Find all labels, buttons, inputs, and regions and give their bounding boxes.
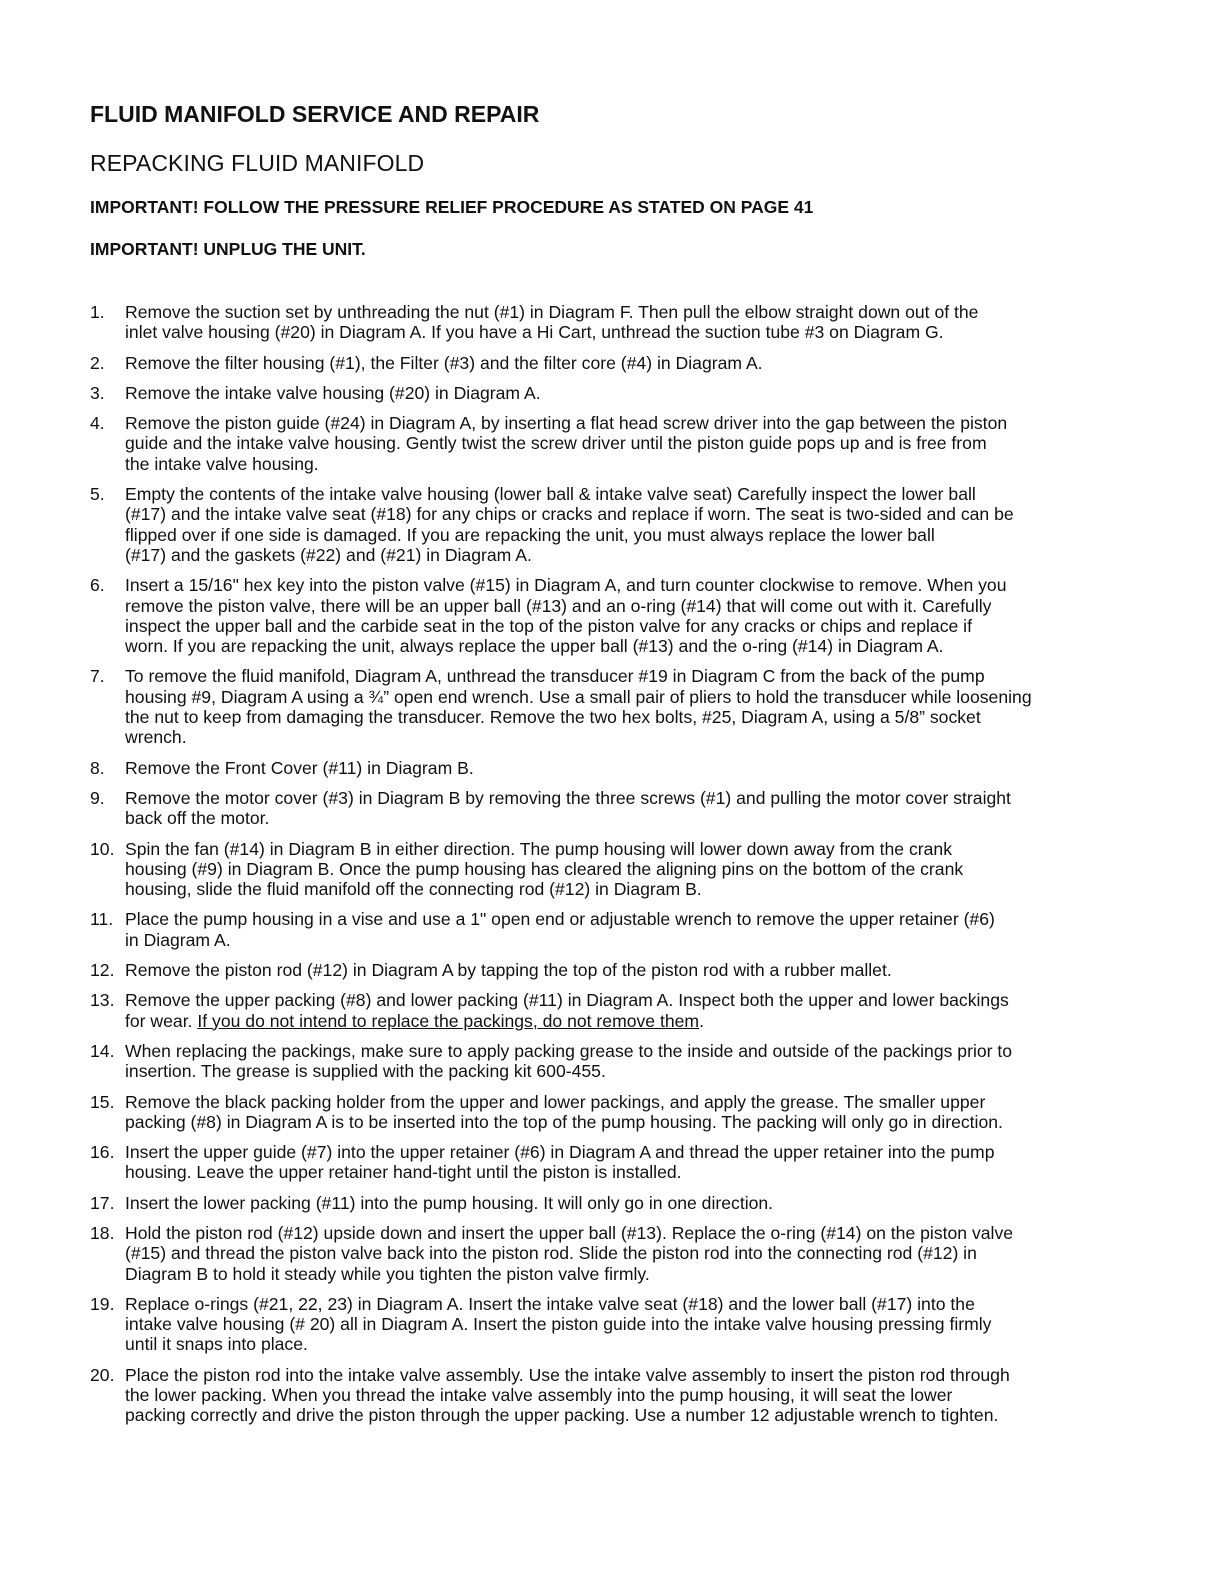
- step-text-line: intake valve housing (# 20) all in Diagram A. Insert the piston guide into the intake valve housing pressing firmly: [125, 1314, 992, 1335]
- step-item: [90, 353, 1150, 373]
- step-text-line: inlet valve housing (#20) in Diagram A. If you have a Hi Cart, unthread the suction tube #3 on Diagram G.: [125, 322, 944, 343]
- step-text-line: (#17) and the gaskets (#22) and (#21) in Diagram A.: [125, 544, 532, 565]
- step-item: [90, 1365, 1150, 1426]
- step-item: [90, 575, 1150, 656]
- step-item: [90, 1193, 1150, 1213]
- step-number: 14.: [90, 1040, 115, 1061]
- step-text-line: housing. Leave the upper retainer hand-tight until the piston is installed.: [125, 1162, 682, 1183]
- step-text-line: housing, slide the fluid manifold off the connecting rod (#12) in Diagram B.: [125, 879, 702, 900]
- step-number: 8.: [90, 757, 105, 778]
- step-text-line: Insert a 15/16" hex key into the piston valve (#15) in Diagram A, and turn counter clockwise to remove. When you: [125, 575, 1007, 596]
- step-text-line: guide and the intake valve housing. Gently twist the screw driver until the piston guide pops up and is free from: [125, 433, 987, 454]
- step-item: [90, 666, 1150, 747]
- step-text-line: Remove the suction set by unthreading the nut (#1) in Diagram F. Then pull the elbow straight down out of the: [125, 302, 979, 322]
- step-item: [90, 990, 1150, 1031]
- step-text-line: worn. If you are repacking the unit, always replace the upper ball (#13) and the o-ring (#14) in Diagram A.: [125, 636, 944, 657]
- step-number: 18.: [90, 1222, 115, 1243]
- step-text-line: inspect the upper ball and the carbide seat in the top of the piston valve for any cracks or chips and replace if: [125, 615, 972, 636]
- page-title: FLUID MANIFOLD SERVICE AND REPAIR: [90, 101, 540, 127]
- step-number: 12.: [90, 960, 115, 981]
- step-item: [90, 1142, 1150, 1183]
- step-item: [90, 758, 1150, 778]
- step-text-line: the intake valve housing.: [125, 453, 319, 474]
- step-text-line: Remove the Front Cover (#11) in Diagram B.: [125, 757, 474, 778]
- step-number: 7.: [90, 666, 105, 687]
- step-number: 15.: [90, 1091, 115, 1112]
- repair-steps-list: [90, 302, 1150, 1426]
- step-text-line: insertion. The grease is supplied with the packing kit 600-455.: [125, 1061, 606, 1082]
- step-item: [90, 788, 1150, 829]
- step-text-line: Remove the piston guide (#24) in Diagram A, by inserting a flat head screw driver into the gap between the piston: [125, 413, 1008, 434]
- step-number: 16.: [90, 1142, 115, 1163]
- step-number: 20.: [90, 1364, 115, 1385]
- underlined-warning-text: If you do not intend to replace the packings, do not remove them: [197, 1010, 700, 1031]
- step-item: [90, 960, 1150, 980]
- step-number: 3.: [90, 382, 105, 403]
- step-item: [90, 302, 1150, 343]
- step-number: 11.: [90, 909, 114, 930]
- step-text-line: Spin the fan (#14) in Diagram B in either direction. The pump housing will lower down away from the crank: [125, 838, 952, 859]
- step-item: [90, 1294, 1150, 1355]
- step-number: 10.: [90, 838, 115, 859]
- step-item: [90, 1092, 1150, 1133]
- step-number: 4.: [90, 413, 105, 434]
- step-number: 5.: [90, 484, 105, 505]
- step-text-fragment: .: [699, 1010, 704, 1031]
- step-text-line: Empty the contents of the intake valve housing (lower ball & intake valve seat) Carefully inspect the lower ball: [125, 484, 976, 505]
- step-item: [90, 1041, 1150, 1082]
- step-text-line: Diagram B to hold it steady while you tighten the piston valve firmly.: [125, 1263, 650, 1284]
- step-text-line: Remove the filter housing (#1), the Filter (#3) and the filter core (#4) in Diagram A.: [125, 352, 763, 373]
- section-subtitle: REPACKING FLUID MANIFOLD: [90, 150, 425, 176]
- step-number: 1.: [90, 302, 105, 322]
- step-text-line: Insert the upper guide (#7) into the upper retainer (#6) in Diagram A and thread the upper retainer into the pump: [125, 1142, 995, 1163]
- step-text-line: Insert the lower packing (#11) into the pump housing. It will only go in one direction.: [125, 1192, 774, 1213]
- step-text-line: the lower packing. When you thread the intake valve assembly into the pump housing, it will seat the lower: [125, 1385, 953, 1406]
- step-text-line: [125, 1011, 1150, 1031]
- step-text-line: Remove the black packing holder from the upper and lower packings, and apply the grease. The smaller upper: [125, 1091, 986, 1112]
- step-number: 13.: [90, 990, 115, 1011]
- step-text-line: Place the piston rod into the intake valve assembly. Use the intake valve assembly to insert the piston rod through: [125, 1364, 1010, 1385]
- important-notice-pressure-relief: IMPORTANT! FOLLOW THE PRESSURE RELIEF PROCEDURE AS STATED ON PAGE 41: [90, 197, 814, 217]
- step-text-line: the nut to keep from damaging the transducer. Remove the two hex bolts, #25, Diagram A, using a 5/8” socket: [125, 707, 981, 728]
- step-text-line: remove the piston valve, there will be an upper ball (#13) and an o-ring (#14) that will come out with it. Carefully: [125, 595, 992, 616]
- step-item: [90, 1223, 1150, 1284]
- step-item: [90, 909, 1150, 950]
- step-text-line: Hold the piston rod (#12) upside down and insert the upper ball (#13). Replace the o-ring (#14) on the piston valve: [125, 1222, 1014, 1243]
- step-item: [90, 484, 1150, 565]
- step-number: 9.: [90, 787, 105, 808]
- step-text-line: Remove the motor cover (#3) in Diagram B by removing the three screws (#1) and pulling the motor cover straight: [125, 787, 1011, 808]
- step-item: [90, 413, 1150, 474]
- step-text-line: Place the pump housing in a vise and use a 1" open end or adjustable wrench to remove the upper retainer (#6): [125, 909, 995, 930]
- step-text-line: packing correctly and drive the piston through the upper packing. Use a number 12 adjustable wrench to tighten.: [125, 1405, 999, 1426]
- document-page: [90, 100, 1150, 1436]
- step-text-line: Remove the piston rod (#12) in Diagram A by tapping the top of the piston rod with a rubber mallet.: [125, 960, 892, 981]
- step-text-line: until it snaps into place.: [125, 1334, 308, 1355]
- step-text-line: in Diagram A.: [125, 929, 231, 950]
- step-text-line: housing #9, Diagram A using a ¾” open end wrench. Use a small pair of pliers to hold the transducer while loosening: [125, 686, 1032, 707]
- step-text-line: (#15) and thread the piston valve back into the piston rod. Slide the piston rod into the connecting rod (#12) in: [125, 1243, 977, 1264]
- step-text-line: (#17) and the intake valve seat (#18) for any chips or cracks and replace if worn. The seat is two-sided and can be: [125, 504, 1014, 525]
- step-item: [90, 383, 1150, 403]
- important-notice-unplug: IMPORTANT! UNPLUG THE UNIT.: [90, 239, 366, 259]
- step-text-line: When replacing the packings, make sure to apply packing grease to the inside and outside of the packings prior to: [125, 1040, 1013, 1061]
- step-text-line: housing (#9) in Diagram B. Once the pump housing has cleared the aligning pins on the bottom of the crank: [125, 858, 964, 879]
- step-text-line: wrench.: [125, 727, 187, 748]
- step-number: 17.: [90, 1192, 115, 1213]
- step-text-line: back off the motor.: [125, 808, 270, 829]
- step-text-line: flipped over if one side is damaged. If you are repacking the unit, you must always replace the lower ball: [125, 524, 935, 545]
- step-text-line: Remove the intake valve housing (#20) in Diagram A.: [125, 382, 541, 403]
- step-text-fragment: for wear.: [125, 1010, 198, 1031]
- step-text-line: Remove the upper packing (#8) and lower packing (#11) in Diagram A. Inspect both the upper and lower backings: [125, 990, 1009, 1011]
- step-number: 6.: [90, 575, 105, 596]
- step-item: [90, 839, 1150, 900]
- step-text-line: packing (#8) in Diagram A is to be inserted into the top of the pump housing. The packing will only go in direction.: [125, 1111, 1003, 1132]
- step-text-line: Replace o-rings (#21, 22, 23) in Diagram A. Insert the intake valve seat (#18) and the lower ball (#17) into the: [125, 1293, 975, 1314]
- step-text-line: To remove the fluid manifold, Diagram A, unthread the transducer #19 in Diagram C from the back of the pump: [125, 666, 985, 687]
- step-number: 2.: [90, 352, 105, 373]
- step-number: 19.: [90, 1293, 115, 1314]
